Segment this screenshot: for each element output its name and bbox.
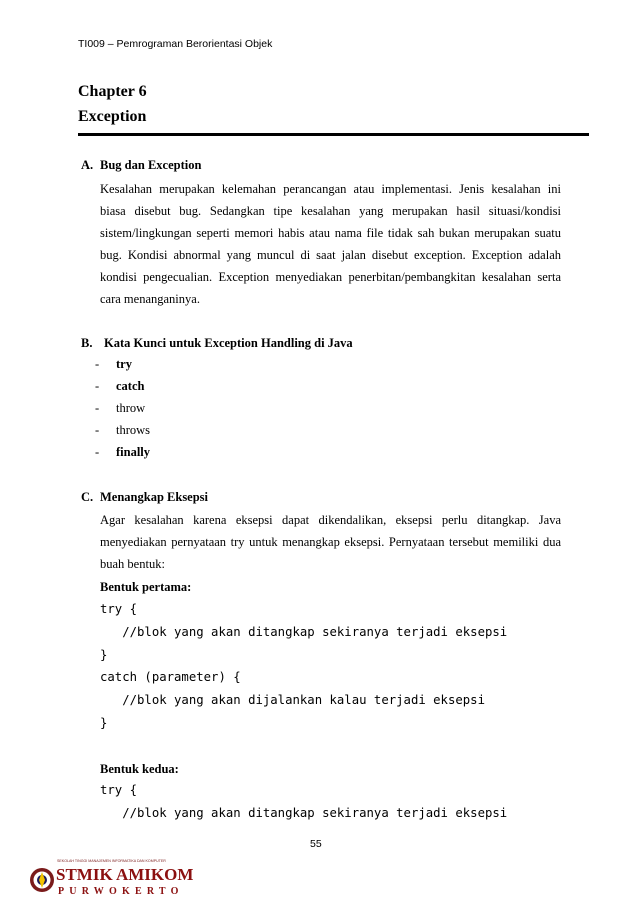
paragraph-line: cara menanganinya. — [100, 292, 200, 306]
bullet-dash: - — [95, 423, 100, 437]
paragraph-line: Kesalahan merupakan kelemahan perancangan atau implementasi. Jenis kesalahan ini — [100, 182, 561, 196]
section-c-paragraph — [100, 509, 561, 575]
institution-logo — [27, 853, 194, 898]
code-line: //blok yang akan dijalankan kalau terjadi eksepsi — [100, 693, 485, 707]
keyword-throw: throw — [116, 401, 146, 415]
paragraph-line: biasa disebut bug. Sedangkan tipe kesalahan yang merupakan hasil situasi/kondisi — [100, 204, 561, 218]
paragraph-line: sistem/lingkungan seperti memori habis atau nama file tidak sah bukan merupakan suatu — [100, 226, 561, 240]
paragraph-line: buah bentuk: — [100, 557, 165, 571]
bullet-dash: - — [95, 401, 100, 415]
bullet-dash: - — [95, 445, 100, 459]
keyword-list-item — [0, 357, 638, 377]
keyword-list-item — [0, 423, 638, 443]
code-line: try { — [100, 783, 138, 797]
keyword-finally: finally — [116, 445, 151, 459]
chapter-number: Chapter 6 — [78, 83, 147, 100]
code-line: } — [100, 716, 108, 730]
section-a-label: A. — [81, 158, 94, 172]
keyword-list-item — [0, 445, 638, 465]
page-number: 55 — [310, 838, 322, 850]
logo-top-text: SEKOLAH TINGGI MANAJEMEN INFORMATIKA DAN KOMPUTER — [57, 859, 166, 863]
keyword-list-item — [0, 401, 638, 421]
section-b-label: B. — [81, 336, 93, 350]
paragraph-line: menyediakan pernyataan try untuk menangkap eksepsi. Pernyataan tersebut memiliki dua — [100, 535, 561, 549]
code-line: //blok yang akan ditangkap sekiranya terjadi eksepsi — [100, 625, 508, 639]
form-1-title: Bentuk pertama: — [100, 580, 192, 594]
logo-city: PURWOKERTO — [58, 886, 184, 897]
code-line: } — [100, 648, 108, 662]
running-header: TI009 – Pemrograman Berorientasi Objek — [78, 38, 273, 50]
section-b-title: Kata Kunci untuk Exception Handling di Java — [104, 336, 353, 350]
form-2-title: Bentuk kedua: — [100, 762, 179, 776]
code-line: //blok yang akan ditangkap sekiranya terjadi eksepsi — [100, 806, 508, 820]
code-line: catch (parameter) { — [100, 670, 241, 684]
section-c-label: C. — [81, 490, 94, 504]
keyword-list-item — [0, 379, 638, 399]
keyword-try: try — [116, 357, 132, 371]
logo-name: STMIK AMIKOM — [56, 865, 194, 884]
bullet-dash: - — [95, 357, 100, 371]
section-c-title: Menangkap Eksepsi — [100, 490, 209, 504]
chapter-title: Exception — [78, 108, 147, 125]
section-a-paragraph — [100, 178, 561, 310]
section-a-title: Bug dan Exception — [100, 158, 202, 172]
paragraph-line: bug. Kondisi abnormal yang muncul di saat jalan disebut exception. Exception adalah — [100, 248, 561, 262]
bullet-dash: - — [95, 379, 100, 393]
keyword-throws: throws — [116, 423, 151, 437]
logo-graphic — [27, 853, 194, 898]
keyword-catch: catch — [116, 379, 145, 393]
code-line: try { — [100, 602, 138, 616]
chapter-rule — [78, 133, 589, 136]
paragraph-line: Agar kesalahan karena eksepsi dapat dikendalikan, eksepsi perlu ditangkap. Java — [100, 513, 561, 527]
paragraph-line: kondisi pengecualian. Exception menyediakan penerbitan/pembangkitan kesalahan serta — [100, 270, 561, 284]
